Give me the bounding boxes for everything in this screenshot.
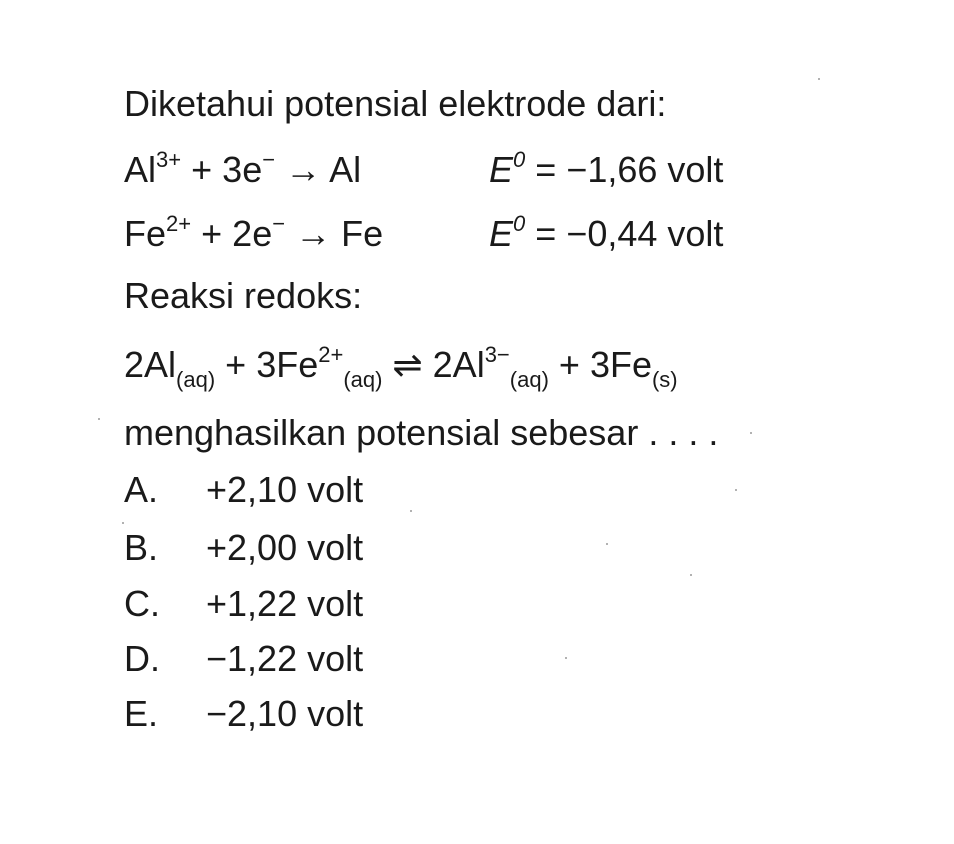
standard-potential-fe — [489, 212, 723, 256]
redox-charge: 2+ — [318, 342, 344, 367]
option-text: −1,22 volt — [206, 638, 364, 679]
e-superscript: 0 — [513, 147, 526, 172]
intro-text: Diketahui potensial elektrode dari: — [124, 83, 667, 124]
al-ion-charge: 3+ — [156, 147, 182, 172]
option-letter: B. — [124, 527, 159, 568]
redox-state: (s) — [651, 367, 678, 392]
option-b[interactable] — [124, 526, 363, 570]
scan-speck — [735, 489, 737, 491]
redox-label: Reaksi redoks: — [124, 275, 363, 316]
scan-speck — [818, 78, 820, 80]
option-d[interactable] — [124, 637, 363, 681]
redox-equation — [124, 342, 678, 392]
question-text: menghasilkan potensial sebesar . . . . — [124, 412, 719, 453]
e-superscript: 0 — [513, 211, 526, 236]
half-reaction-fe — [124, 212, 723, 256]
option-text: +2,00 volt — [206, 527, 364, 568]
electrons: 3e — [222, 149, 263, 190]
redox-term-al: 2Al — [124, 344, 177, 385]
redox-state: (aq) — [509, 367, 549, 392]
al-product: Al — [329, 149, 362, 190]
scan-speck — [690, 574, 692, 576]
option-text: +1,22 volt — [206, 583, 364, 624]
option-letter: E. — [124, 693, 159, 734]
option-c[interactable] — [124, 582, 363, 626]
e-symbol: E — [489, 213, 514, 254]
redox-term-al-ion: 2Al — [432, 344, 485, 385]
scan-speck — [122, 522, 124, 524]
fe-product: Fe — [341, 213, 384, 254]
scan-speck — [410, 510, 412, 512]
option-letter: A. — [124, 469, 159, 510]
standard-potential-al — [489, 148, 723, 192]
reaction-arrow: → — [295, 213, 332, 254]
redox-term-fe-ion: + 3Fe — [225, 344, 319, 385]
redox-term-fe: + 3Fe — [558, 344, 652, 385]
potential-value: = −1,66 volt — [535, 149, 724, 190]
scan-speck — [98, 418, 100, 420]
electron-charge: − — [272, 211, 286, 236]
half-reaction-al — [124, 148, 723, 192]
option-letter: D. — [124, 638, 160, 679]
scan-speck — [565, 657, 567, 659]
plus-sign: + — [201, 213, 223, 254]
option-text: +2,10 volt — [206, 469, 364, 510]
electron-charge: − — [262, 147, 276, 172]
fe-ion: Fe — [124, 213, 167, 254]
scan-speck — [750, 432, 752, 434]
redox-charge: 3− — [484, 342, 510, 367]
reaction-arrow: → — [285, 149, 322, 190]
option-letter: C. — [124, 583, 160, 624]
potential-value: = −0,44 volt — [535, 213, 724, 254]
al-ion: Al — [124, 149, 157, 190]
plus-sign: + — [191, 149, 213, 190]
e-symbol: E — [489, 149, 514, 190]
half-reaction-al-equation — [124, 148, 489, 192]
option-a[interactable] — [124, 468, 363, 512]
redox-state: (aq) — [343, 367, 383, 392]
scan-speck — [606, 543, 608, 545]
electrons: 2e — [232, 213, 273, 254]
option-text: −2,10 volt — [206, 693, 364, 734]
equilibrium-arrow: ⇌ — [392, 344, 423, 385]
redox-state: (aq) — [176, 367, 216, 392]
half-reaction-fe-equation — [124, 212, 489, 256]
fe-ion-charge: 2+ — [166, 211, 192, 236]
option-e[interactable] — [124, 692, 363, 736]
